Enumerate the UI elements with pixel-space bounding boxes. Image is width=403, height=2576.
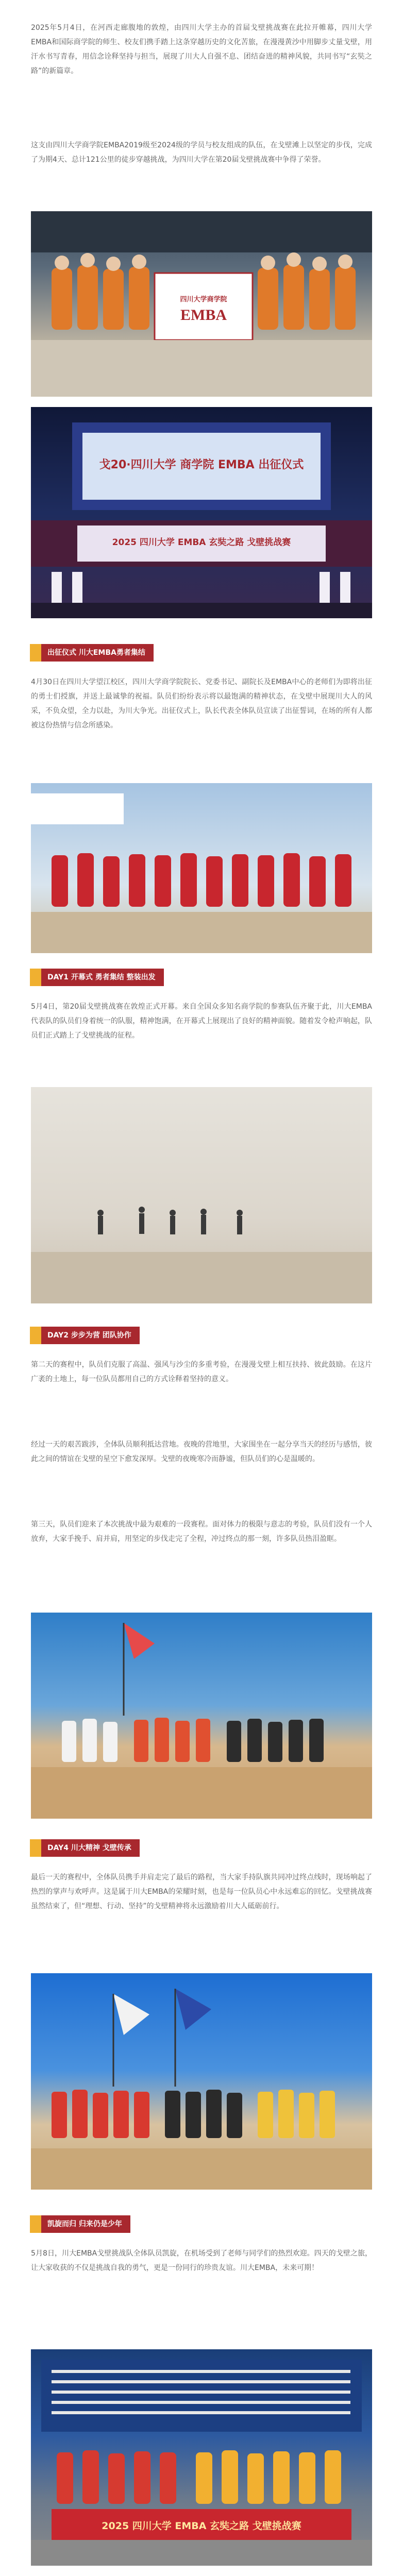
sand-group-photo-art — [31, 1613, 372, 1819]
finish-celebration-photo — [31, 1973, 372, 2190]
section-marker — [30, 644, 41, 662]
group-photo-launch — [31, 211, 372, 397]
section-title-4: DAY4 川大精神 戈壁传承 — [41, 1839, 140, 1857]
section-title-5: 凯旋而归 归来仍是少年 — [41, 2215, 130, 2233]
section-header-3 — [30, 1327, 140, 1344]
team-start-photo-art — [31, 783, 372, 953]
desert-runners-photo — [31, 1087, 372, 1303]
section-marker — [30, 969, 41, 986]
stage-photo-art — [31, 407, 372, 618]
stage-photo — [31, 407, 372, 618]
section-body-3c: 第三天，队员们迎来了本次挑战中最为艰难的一段赛程。面对体力的极限与意志的考验，队员们没有一个人放弃，大家手挽手、肩并肩，用坚定的步伐走完了全程，冲过终点的那一刻，许多队员热泪盈眶。 — [31, 1520, 372, 1543]
intro-paragraph-2: 这支由四川大学商学院EMBA2019级至2024级的学员与校友组成的队伍，在戈壁滩上以坚定的步伐，完成了为期4天、总计121公里的徒步穿越挑战，为四川大学在第20届戈壁挑战赛中争得了荣誉。 — [31, 141, 372, 164]
section-header-5 — [30, 2215, 130, 2233]
section-body-2: 5月4日，第20届戈壁挑战赛在敦煌正式开幕。来自全国众多知名商学院的参赛队伍齐聚于此，川大EMBA代表队的队员们身着统一的队服，精神饱满，在开幕式上展现出了良好的精神面貌。随着发令枪声响起，队员们正式踏上了戈壁挑战的征程。 — [31, 1003, 372, 1040]
section-header-1 — [30, 644, 154, 662]
section-body-3b: 经过一天的艰苦跋涉，全体队员顺利抵达营地。夜晚的营地里，大家围坐在一起分享当天的经历与感悟，彼此之间的情谊在戈壁的星空下愈发深厚。戈壁的夜晚寒冷而静谧，但队员们的心是温暖的。 — [31, 1440, 372, 1463]
launch-banner-brand: 四川大学商学院 — [180, 296, 227, 303]
section-marker — [30, 1327, 41, 1344]
section-body-4: 最后一天的赛程中，全体队员携手并肩走完了最后的路程，当大家手持队旗共同冲过终点线时，现场响起了热烈的掌声与欢呼声。这是属于川大EMBA的荣耀时刻，也是每一位队员心中永远难忘的回忆。戈壁挑战赛虽然结束了，但“理想、行动、坚持”的戈壁精神将永远激励着川大人砥砺前行。 — [31, 1873, 372, 1910]
section-title-2: DAY1 开幕式 勇者集结 整装出发 — [41, 969, 164, 986]
airport-welcome-photo — [31, 2349, 372, 2566]
section-header-4 — [30, 1839, 140, 1857]
section-body-1: 4月30日在四川大学望江校区，四川大学商学院院长、党委书记、副院长及EMBA中心的老师们为即将出征的勇士们授旗，并送上最诚挚的祝福。队员们纷纷表示将以最饱满的精神状态，在戈壁中展现川大人的风采，不负众望，全力以赴，为川大争光。出征仪式上，队长代表全体队员宣读了出征誓词，在场的所有人都被这份热情与信念所感染。 — [31, 678, 372, 730]
finish-celebration-photo-art — [31, 1973, 372, 2190]
stage-screen-title: 2025 四川大学 EMBA 玄奘之路 戈壁挑战赛 — [112, 537, 291, 548]
airport-banner-text: 2025 四川大学 EMBA 玄奘之路 戈壁挑战赛 — [102, 2520, 301, 2532]
section-header-2 — [30, 969, 164, 986]
section-title-1: 出征仪式 川大EMBA勇者集结 — [41, 644, 154, 662]
desert-runners-photo-art — [31, 1087, 372, 1303]
sand-group-photo — [31, 1613, 372, 1819]
group-photo-launch-art — [31, 211, 372, 397]
section-marker — [30, 1839, 41, 1857]
launch-banner-emba: EMBA — [180, 307, 227, 324]
section-marker — [30, 2215, 41, 2233]
section-body-5: 5月8日，川大EMBA戈壁挑战队全体队员凯旋，在机场受到了老师与同学们的热烈欢迎。四天的戈壁之旅，让大家收获的不仅是挑战自我的勇气，更是一份同行的珍贵友谊。川大EMBA，未来可期！ — [31, 2249, 372, 2272]
stage-banner-title: 戈20·四川大学 商学院 EMBA 出征仪式 — [99, 459, 304, 471]
airport-welcome-photo-art — [31, 2349, 372, 2566]
section-title-3: DAY2 步步为营 团队协作 — [41, 1327, 140, 1344]
intro-paragraph-1: 2025年5月4日，在河西走廊腹地的敦煌，由四川大学主办的首届戈壁挑战赛在此拉开帷幕，四川大学EMBA和国际商学院的师生、校友们携手踏上这条穿越历史的文化苦旅，在漫漫黄沙中用脚步丈量戈壁，用汗水书写青春，用信念诠释坚持与担当，展现了川大人自强不息、团结奋进的精神风貌，共同书写“玄奘之路”的新篇章。 — [31, 24, 372, 75]
section-body-3a: 第二天的赛程中，队员们克服了高温、强风与沙尘的多重考验，在漫漫戈壁上相互扶持、彼此鼓励。在这片广袤的土地上，每一位队员都用自己的方式诠释着坚持的意义。 — [31, 1361, 372, 1383]
team-start-photo — [31, 783, 372, 953]
